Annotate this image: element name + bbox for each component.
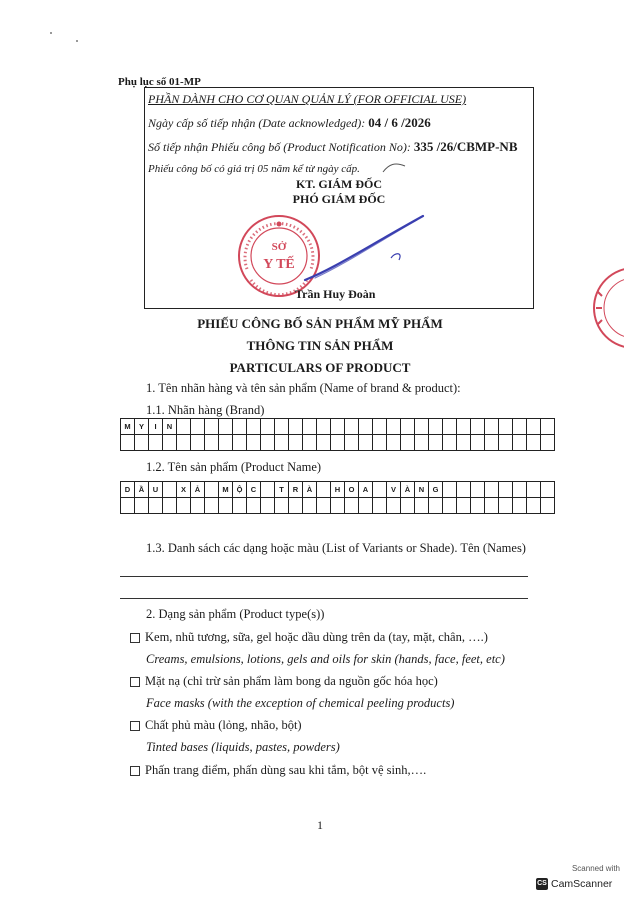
letter-cell[interactable]: [429, 419, 443, 435]
scanned-with-text: Scanned with: [571, 864, 620, 873]
letter-cell[interactable]: X: [177, 482, 191, 498]
letter-cell[interactable]: [527, 435, 541, 451]
letter-cell[interactable]: [345, 435, 359, 451]
letter-cell[interactable]: [317, 498, 331, 514]
letter-cell[interactable]: [527, 498, 541, 514]
letter-cell[interactable]: [471, 435, 485, 451]
letter-cell[interactable]: [499, 498, 513, 514]
letter-cell[interactable]: [401, 498, 415, 514]
variants-line-2: [120, 598, 528, 599]
letter-cell[interactable]: [359, 435, 373, 451]
letter-cell[interactable]: [163, 482, 177, 498]
letter-cell[interactable]: [485, 498, 499, 514]
letter-cell[interactable]: [177, 435, 191, 451]
signature-mark: [381, 160, 407, 176]
letter-cell[interactable]: [163, 435, 177, 451]
letter-cell[interactable]: [415, 435, 429, 451]
date-acknowledged-row: [148, 115, 431, 131]
letter-cell[interactable]: [317, 435, 331, 451]
letter-cell[interactable]: [261, 435, 275, 451]
letter-cell[interactable]: Ộ: [233, 482, 247, 498]
letter-cell[interactable]: [135, 435, 149, 451]
letter-cell[interactable]: M: [121, 419, 135, 435]
validity-note: Phiếu công bố có giá trị 05 năm kể từ ngày cấp.: [148, 163, 360, 175]
letter-cell[interactable]: [275, 419, 289, 435]
letter-cell[interactable]: C: [247, 482, 261, 498]
letter-cell[interactable]: [345, 419, 359, 435]
letter-cell[interactable]: [457, 498, 471, 514]
sign-title-1: KT. GIÁM ĐỐC: [295, 177, 383, 191]
letter-cell[interactable]: U: [149, 482, 163, 498]
letter-cell[interactable]: [373, 435, 387, 451]
letter-cell[interactable]: [415, 498, 429, 514]
appendix-label: Phụ lục số 01-MP: [118, 76, 201, 88]
signature-stroke: [295, 208, 435, 288]
camscanner-name: CamScanner: [551, 878, 613, 890]
form-title: PHIẾU CÔNG BỐ SẢN PHẨM MỸ PHẨM: [197, 316, 443, 331]
variants-label: 1.3. Danh sách các dạng hoặc màu (List of Variants or Shade). Tên (Names): [146, 541, 526, 555]
letter-cell[interactable]: [513, 419, 527, 435]
letter-cell[interactable]: [205, 498, 219, 514]
letter-cell[interactable]: [401, 435, 415, 451]
letter-cell[interactable]: [513, 435, 527, 451]
date-value: 04 / 6 /2026: [368, 115, 431, 130]
letter-cell[interactable]: [247, 498, 261, 514]
letter-cell[interactable]: [261, 498, 275, 514]
letter-cell[interactable]: [499, 435, 513, 451]
letter-cell[interactable]: [387, 498, 401, 514]
letter-cell[interactable]: [149, 435, 163, 451]
product-type-en: Face masks (with the exception of chemical peeling products): [146, 696, 455, 710]
letter-cell[interactable]: [471, 419, 485, 435]
product-type-en: Creams, emulsions, lotions, gels and oils for skin (hands, face, feet, etc): [146, 652, 505, 666]
letter-cell[interactable]: [233, 435, 247, 451]
letter-cell[interactable]: [485, 482, 499, 498]
letter-cell[interactable]: [303, 435, 317, 451]
letter-cell[interactable]: [513, 498, 527, 514]
checkbox[interactable]: [130, 633, 140, 643]
page-number: 1: [317, 818, 323, 832]
product-type-en: Tinted bases (liquids, pastes, powders): [146, 740, 340, 754]
particulars-title: PARTICULARS OF PRODUCT: [229, 360, 411, 375]
checkbox[interactable]: [130, 677, 140, 687]
product-type-vi: Mặt nạ (chỉ trừ sản phẩm làm bong da nguồn gốc hóa học): [145, 674, 438, 688]
letter-cell[interactable]: [247, 435, 261, 451]
letter-cell[interactable]: [331, 419, 345, 435]
product-type-vi: Phấn trang điểm, phấn dùng sau khi tắm, bột vệ sinh,….: [145, 763, 427, 777]
letter-cell[interactable]: [303, 419, 317, 435]
letter-cell[interactable]: [205, 435, 219, 451]
letter-cell[interactable]: [275, 435, 289, 451]
letter-cell[interactable]: D: [121, 482, 135, 498]
camscanner-icon: CS: [536, 878, 548, 890]
letter-cell[interactable]: [443, 419, 457, 435]
letter-cell[interactable]: [289, 419, 303, 435]
date-label: Ngày cấp số tiếp nhận (Date acknowledged):: [148, 116, 366, 130]
letter-cell[interactable]: [499, 482, 513, 498]
letter-cell[interactable]: [191, 419, 205, 435]
letter-cell[interactable]: [177, 419, 191, 435]
letter-cell[interactable]: Ầ: [135, 482, 149, 498]
letter-cell[interactable]: [261, 419, 275, 435]
letter-cell[interactable]: H: [331, 482, 345, 498]
letter-cell[interactable]: [373, 498, 387, 514]
letter-cell[interactable]: R: [289, 482, 303, 498]
letter-cell[interactable]: [233, 498, 247, 514]
brand-grid: [120, 418, 555, 451]
letter-cell[interactable]: [247, 419, 261, 435]
letter-cell[interactable]: O: [345, 482, 359, 498]
letter-cell[interactable]: [387, 419, 401, 435]
letter-cell[interactable]: M: [219, 482, 233, 498]
letter-cell[interactable]: [233, 419, 247, 435]
letter-cell[interactable]: À: [401, 482, 415, 498]
checkbox[interactable]: [130, 721, 140, 731]
scan-speck: [50, 32, 52, 34]
letter-cell[interactable]: [527, 419, 541, 435]
letter-cell[interactable]: [261, 482, 275, 498]
checkbox[interactable]: [130, 766, 140, 776]
seal-text-line2: Y TẾ: [263, 257, 295, 272]
product-type-option[interactable]: [130, 674, 438, 689]
letter-cell[interactable]: [275, 498, 289, 514]
notification-number-value: 335 /26/CBMP-NB: [413, 139, 518, 154]
letter-cell[interactable]: G: [429, 482, 443, 498]
section1-heading: 1. Tên nhãn hàng và tên sản phẩm (Name of brand & product):: [146, 381, 461, 395]
letter-cell[interactable]: T: [275, 482, 289, 498]
letter-cell[interactable]: [219, 435, 233, 451]
letter-cell[interactable]: [121, 498, 135, 514]
letter-cell[interactable]: [429, 498, 443, 514]
camscanner-watermark: [534, 862, 626, 896]
letter-cell[interactable]: À: [303, 482, 317, 498]
letter-cell[interactable]: [121, 435, 135, 451]
letter-cell[interactable]: [457, 482, 471, 498]
letter-cell[interactable]: [219, 419, 233, 435]
letter-cell[interactable]: [135, 498, 149, 514]
letter-cell[interactable]: [331, 498, 345, 514]
seal-text-line1: SỞ: [271, 241, 287, 253]
official-heading: PHẦN DÀNH CHO CƠ QUAN QUẢN LÝ (FOR OFFICIAL USE): [148, 92, 467, 106]
letter-cell[interactable]: [177, 498, 191, 514]
letter-cell[interactable]: [541, 498, 555, 514]
letter-cell[interactable]: [443, 435, 457, 451]
letter-cell[interactable]: [541, 482, 555, 498]
variants-line-1: [120, 576, 528, 577]
letter-cell[interactable]: [429, 435, 443, 451]
letter-cell[interactable]: [163, 498, 177, 514]
section2-heading: 2. Dạng sản phẩm (Product type(s)): [146, 607, 325, 621]
letter-cell[interactable]: [219, 498, 233, 514]
product-type-vi: Kem, nhũ tương, sữa, gel hoặc dầu dùng trên da (tay, mặt, chân, ….): [145, 630, 488, 644]
letter-cell[interactable]: Y: [135, 419, 149, 435]
letter-cell[interactable]: [541, 435, 555, 451]
product-name-grid: [120, 481, 555, 514]
letter-cell[interactable]: Ả: [191, 482, 205, 498]
letter-cell[interactable]: [345, 498, 359, 514]
letter-cell[interactable]: [373, 419, 387, 435]
letter-cell[interactable]: N: [163, 419, 177, 435]
camscanner-brand: [536, 878, 612, 890]
letter-cell[interactable]: [415, 419, 429, 435]
letter-cell[interactable]: [303, 498, 317, 514]
letter-cell[interactable]: I: [149, 419, 163, 435]
letter-cell[interactable]: [387, 435, 401, 451]
brand-label: 1.1. Nhãn hàng (Brand): [146, 403, 265, 417]
edge-seal-fragment: [588, 262, 624, 354]
letter-cell[interactable]: [513, 482, 527, 498]
letter-cell[interactable]: [471, 498, 485, 514]
letter-cell[interactable]: [457, 435, 471, 451]
letter-cell[interactable]: [443, 482, 457, 498]
letter-cell[interactable]: N: [415, 482, 429, 498]
letter-cell[interactable]: [373, 482, 387, 498]
letter-cell[interactable]: V: [387, 482, 401, 498]
letter-cell[interactable]: [191, 435, 205, 451]
letter-cell[interactable]: [457, 419, 471, 435]
product-type-option[interactable]: [130, 763, 426, 778]
letter-cell[interactable]: [485, 435, 499, 451]
letter-cell[interactable]: A: [359, 482, 373, 498]
letter-cell[interactable]: [331, 435, 345, 451]
letter-cell[interactable]: [359, 419, 373, 435]
letter-cell[interactable]: [205, 482, 219, 498]
letter-cell[interactable]: [401, 419, 415, 435]
letter-cell[interactable]: [499, 419, 513, 435]
letter-cell[interactable]: [485, 419, 499, 435]
letter-cell[interactable]: [205, 419, 219, 435]
signer-name: Trần Huy Đoàn: [295, 287, 376, 301]
product-info-title: THÔNG TIN SẢN PHẨM: [246, 338, 394, 353]
letter-cell[interactable]: [359, 498, 373, 514]
notification-number-row: [148, 139, 518, 155]
letter-cell[interactable]: [289, 435, 303, 451]
letter-cell[interactable]: [317, 419, 331, 435]
letter-cell[interactable]: [443, 498, 457, 514]
letter-cell[interactable]: [541, 419, 555, 435]
product-type-option[interactable]: [130, 630, 488, 645]
sign-title-2: PHÓ GIÁM ĐỐC: [292, 192, 386, 206]
letter-cell[interactable]: [317, 482, 331, 498]
scan-speck: [76, 40, 78, 42]
product-name-label: 1.2. Tên sản phẩm (Product Name): [146, 460, 322, 474]
letter-cell[interactable]: [471, 482, 485, 498]
official-use-box: [144, 87, 534, 309]
letter-cell[interactable]: [149, 498, 163, 514]
product-type-vi: Chất phủ màu (lỏng, nhão, bột): [145, 718, 302, 732]
product-type-option[interactable]: [130, 718, 302, 733]
letter-cell[interactable]: [527, 482, 541, 498]
letter-cell[interactable]: [191, 498, 205, 514]
notification-number-label: Số tiếp nhận Phiếu công bố (Product Notification No):: [148, 140, 411, 154]
letter-cell[interactable]: [289, 498, 303, 514]
